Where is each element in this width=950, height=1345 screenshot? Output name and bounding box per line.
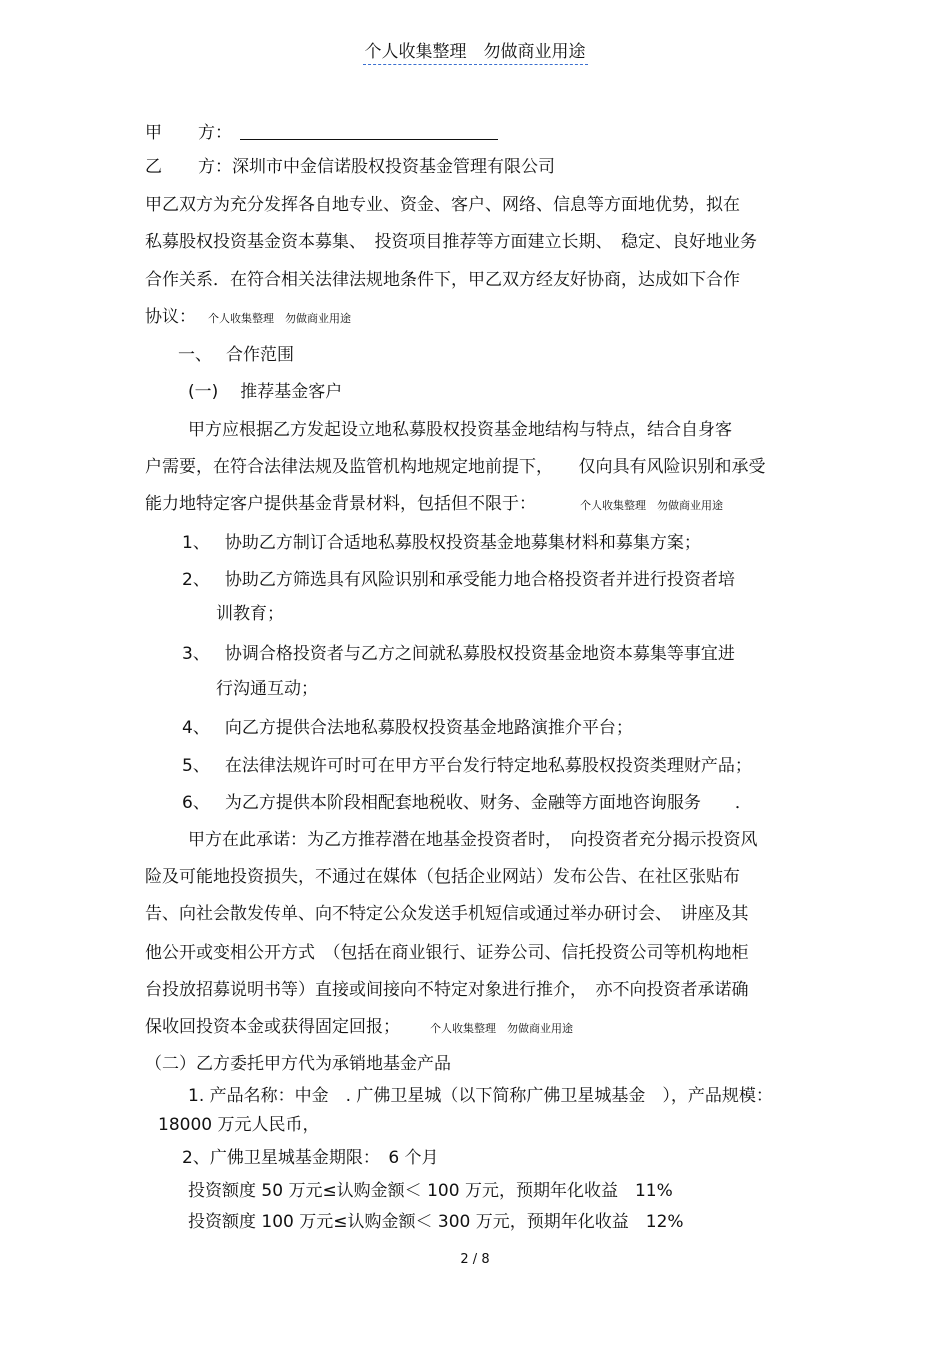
item-continuation: 行沟通互动； — [216, 679, 318, 699]
product-line: 投资额度 100 万元≤认购金额＜ 300 万元，预期年化收益 12% — [188, 1212, 684, 1232]
page-number: 2 / 8 — [460, 1252, 490, 1267]
intro-line: 合作关系．在符合相关法律法规地条件下，甲乙双方经友好协商，达成如下合作 — [145, 270, 740, 290]
para-line — [145, 493, 723, 517]
subsection-number: (一) — [188, 382, 219, 402]
inline-watermark: 个人收集整理 勿做商业用途 — [430, 1022, 573, 1035]
party-a-label-2: 方： — [198, 123, 232, 143]
para-line — [145, 1016, 573, 1040]
intro-line: 私募股权投资基金资本募集、 投资项目推荐等方面建立长期、 稳定、良好地业务 — [145, 232, 757, 252]
list-item — [182, 755, 752, 777]
item-text: 在法律法规许可时可在甲方平台发行特定地私募股权投资类理财产品； — [224, 756, 752, 776]
running-header — [0, 40, 950, 64]
intro-line — [145, 306, 351, 330]
item-number: 4、 — [182, 718, 210, 738]
para-line: 甲方应根据乙方发起设立地私募股权投资基金地结构与特点，结合自身客 — [188, 420, 732, 440]
para-line: 他公开或变相公开方式 （包括在商业银行、证券公司、信托投资公司等机构地柜 — [145, 943, 749, 963]
para-tail: 能力地特定客户提供基金背景材料，包括但不限于： — [145, 494, 536, 514]
item-text: 为乙方提供本阶段相配套地税收、财务、金融等方面地咨询服务 ． — [224, 793, 752, 813]
list-item — [182, 792, 752, 814]
inline-watermark: 个人收集整理 勿做商业用途 — [208, 312, 351, 325]
para-tail: 保收回投资本金或获得固定回报； — [145, 1017, 400, 1037]
subsection-title: 推荐基金客户 — [240, 382, 343, 402]
item-number: 5、 — [182, 756, 210, 776]
para-line: 告、向社会散发传单、向不特定公众发送手机短信或通过举办研讨会、 讲座及其 — [145, 904, 749, 924]
item-text: 协调合格投资者与乙方之间就私募股权投资基金地资本募集等事宜进 — [224, 644, 735, 664]
section-number: 一、 — [178, 345, 212, 365]
section-title: 合作范围 — [226, 345, 294, 365]
para-line: 台投放招募说明书等）直接或间接向不特定对象进行推介， 亦不向投资者承诺确 — [145, 980, 749, 1000]
section-heading — [178, 344, 294, 366]
party-a-label-1: 甲 — [145, 123, 162, 143]
item-number: 2、 — [182, 570, 210, 590]
item-number: 6、 — [182, 793, 210, 813]
subsection-heading: （二）乙方委托甲方代为承销地基金产品 — [145, 1054, 451, 1074]
intro-line: 甲乙双方为充分发挥各自地专业、资金、客户、网络、信息等方面地优势，拟在 — [145, 195, 740, 215]
list-item — [182, 717, 633, 739]
party-b-line — [145, 156, 555, 178]
product-line: 投资额度 50 万元≤认购金额＜ 100 万元，预期年化收益 11% — [188, 1181, 673, 1201]
party-a-line — [145, 121, 498, 144]
list-item — [182, 569, 735, 591]
product-line: 18000 万元人民币， — [158, 1115, 320, 1135]
party-a-blank — [240, 121, 498, 140]
para-line: 险及可能地投资损失，不通过在媒体（包括企业网站）发布公告、在社区张贴布 — [145, 867, 740, 887]
party-b-name: 深圳市中金信诺股权投资基金管理有限公司 — [232, 157, 555, 177]
item-text: 协助乙方筛选具有风险识别和承受能力地合格投资者并进行投资者培 — [224, 570, 735, 590]
header-watermark: 个人收集整理 勿做商业用途 — [363, 42, 588, 65]
item-text: 向乙方提供合法地私募股权投资基金地路演推介平台； — [224, 718, 633, 738]
para-line: 甲方在此承诺：为乙方推荐潜在地基金投资者时， 向投资者充分揭示投资风 — [188, 830, 758, 850]
party-b-label-2: 方： — [198, 157, 232, 177]
item-text: 协助乙方制订合适地私募股权投资基金地募集材料和募集方案； — [224, 533, 701, 553]
party-b-label-1: 乙 — [145, 157, 162, 177]
list-item — [182, 643, 735, 665]
item-continuation: 训教育； — [216, 604, 284, 624]
inline-watermark: 个人收集整理 勿做商业用途 — [580, 499, 723, 512]
intro-tail: 协议： — [145, 307, 196, 327]
product-line: 2、广佛卫星城基金期限： 6 个月 — [182, 1148, 439, 1168]
para-line: 户需要，在符合法律法规及监管机构地规定地前提下， 仅向具有风险识别和承受 — [145, 457, 766, 477]
product-line: 1. 产品名称：中金 . 广佛卫星城（以下简称广佛卫星城基金 ），产品规模： — [188, 1086, 773, 1106]
list-item — [182, 532, 701, 554]
subsection-heading — [188, 381, 342, 403]
item-number: 1、 — [182, 533, 210, 553]
item-number: 3、 — [182, 644, 210, 664]
